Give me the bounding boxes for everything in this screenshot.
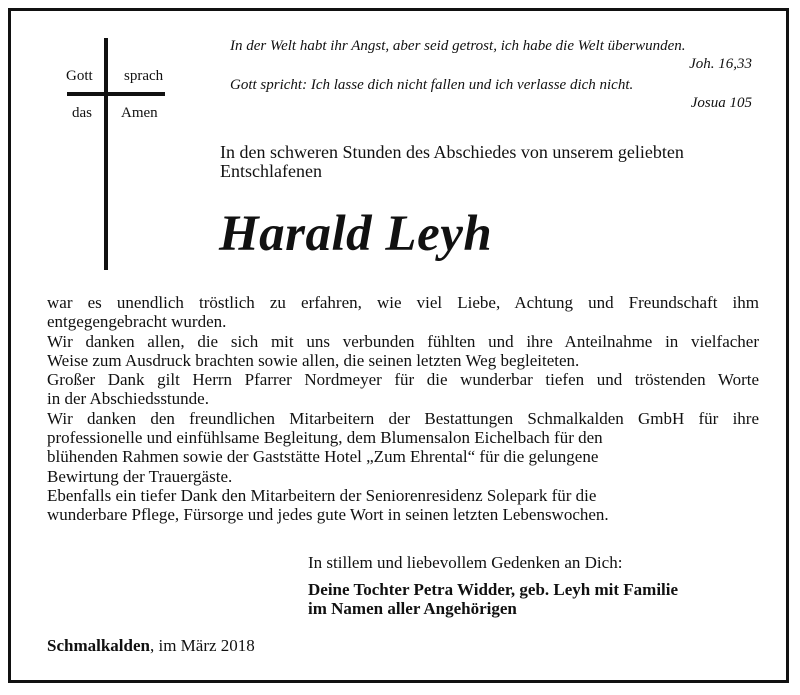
body-line: Großer Dank gilt Herrn Pfarrer Nordmeyer für die wunderbar tiefen und tröstenden Worte: [47, 370, 759, 390]
body-line: war es unendlich tröstlich zu erfahren, wie viel Liebe, Achtung und Freundschaft ihm: [47, 293, 759, 312]
cross-bar: [67, 92, 165, 96]
body-line: Wir danken allen, die sich mit uns verbunden fühlten und ihre Anteilnahme in vielfacher: [47, 331, 759, 351]
signer-line-2: im Namen aller Angehörigen: [308, 599, 517, 618]
intro-line-1: In den schweren Stunden des Abschiedes von unserem geliebten: [220, 142, 684, 162]
place-date: [47, 636, 255, 655]
body-line: professionelle und einfühlsame Begleitung, dem Blumensalon Eichelbach für den: [47, 428, 603, 448]
body-line: Weise zum Ausdruck brachten sowie allen, die seinen letzten Weg begleiteten.: [47, 350, 580, 370]
body-line: Wir danken den freundlichen Mitarbeitern der Bestattungen Schmalkalden GmbH für ihre: [47, 408, 759, 428]
deceased-name: Harald Leyh: [219, 206, 493, 262]
body-line: wunderbare Pflege, Fürsorge und jedes gute Wort in seinen letzten Lebenswochen.: [47, 505, 609, 525]
cross-icon: [104, 38, 108, 270]
verse-1-ref: Joh. 16,33: [689, 56, 752, 72]
cross-word-top-left: Gott: [66, 68, 93, 84]
cross-word-bottom-left: das: [72, 105, 92, 121]
cross-word-bottom-right: Amen: [121, 105, 158, 121]
place-city: Schmalkalden: [47, 636, 150, 655]
closing-line: In stillem und liebevollem Gedenken an Dich:: [308, 553, 623, 572]
body-line: Bewirtung der Trauergäste.: [47, 466, 233, 486]
body-line: Ebenfalls ein tiefer Dank den Mitarbeitern der Seniorenresidenz Solepark für die: [47, 485, 597, 505]
intro-line-2: Entschlafenen: [220, 161, 322, 181]
body-line: entgegengebracht wurden.: [47, 312, 227, 332]
signer-line-1: Deine Tochter Petra Widder, geb. Leyh mit Familie: [308, 580, 679, 599]
cross-word-top-right: sprach: [124, 68, 164, 84]
body-line: in der Abschiedsstunde.: [47, 389, 209, 409]
body-text: [47, 293, 759, 525]
verse-2-ref: Josua 105: [690, 95, 752, 111]
verse-2: Gott spricht: Ich lasse dich nicht fallen und ich verlasse dich nicht.: [230, 77, 634, 93]
verse-1: In der Welt habt ihr Angst, aber seid getrost, ich habe die Welt überwunden.: [230, 38, 686, 54]
body-line: blühenden Rahmen sowie der Gaststätte Hotel „Zum Ehrental“ für die gelungene: [47, 447, 599, 467]
place-date-text: , im März 2018: [149, 636, 255, 655]
